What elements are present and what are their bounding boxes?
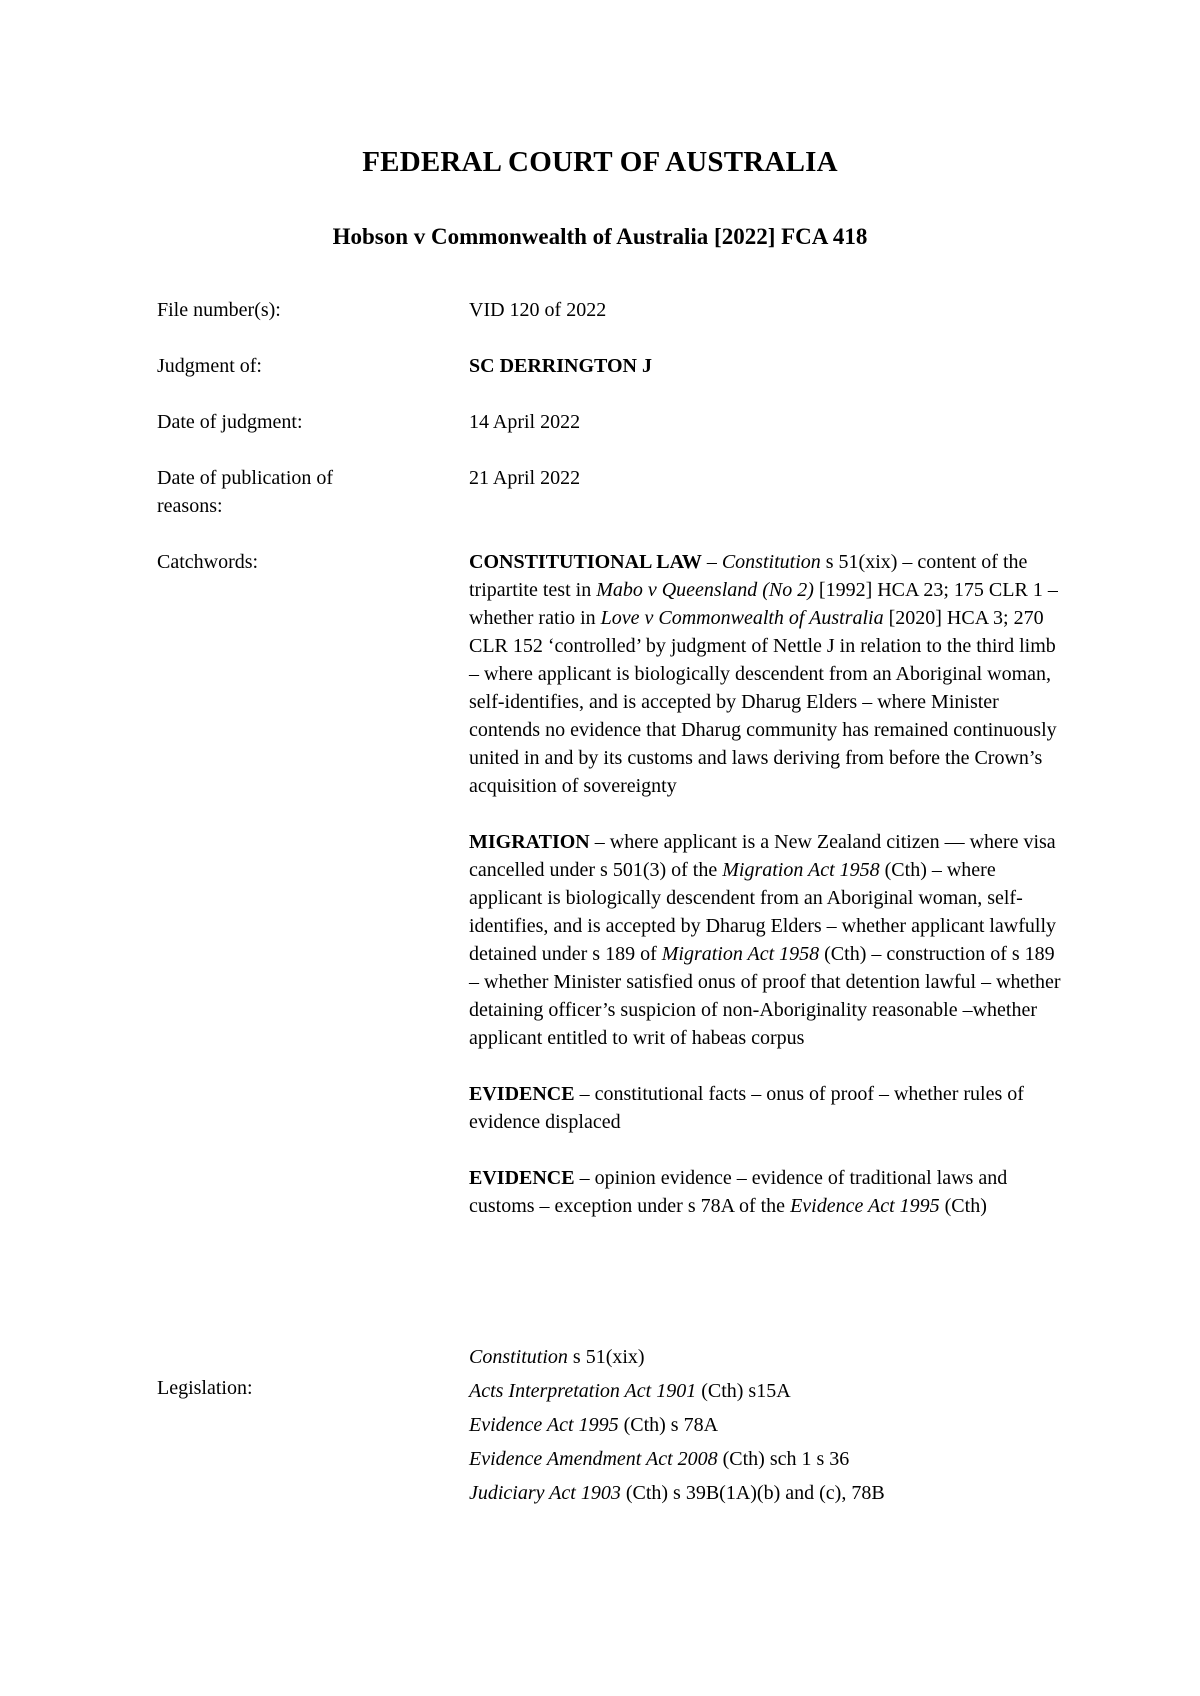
date-of-judgment-label: Date of judgment: (157, 411, 303, 433)
judgment-of-value: SC DERRINGTON J (469, 355, 652, 377)
file-number-label: File number(s): (157, 299, 281, 321)
legislation-label: Legislation: (157, 1377, 253, 1399)
case-title: Hobson v Commonwealth of Australia [2022] FCA 418 (332, 224, 868, 249)
catchword-constitutional-law: CONSTITUTIONAL LAW – Constitution s 51(xix) – content of the tripartite test in Mabo v Queensland (No 2) [1992] HCA 23; 175 CLR 1 – whether ratio in Love v Commonwealth of Australia [2020] HCA 3; 270 CLR 152 ‘controlled’ by judgment of Nettle J in relation to the third limb – where applicant is biologically descendent from an Aboriginal woman, self-identifies, and is accepted by Dharug Elders – where Minister contends no evidence that Dharug community has remained continuously united in and by its customs and laws deriving from before the Crown’s acquisition of sovereignty (469, 551, 1058, 797)
legislation-item: Acts Interpretation Act 1901 (Cth) s15A (469, 1380, 791, 1402)
date-of-publication-label: Date of publication of reasons: (157, 467, 334, 517)
catchword-evidence-2: EVIDENCE – opinion evidence – evidence of traditional laws and customs – exception under s 78A of the Evidence Act 1995 (Cth) (469, 1167, 1008, 1217)
court-name: FEDERAL COURT OF AUSTRALIA (362, 146, 838, 178)
date-of-judgment-value: 14 April 2022 (469, 411, 581, 433)
date-of-publication-value: 21 April 2022 (469, 467, 581, 489)
legislation-item: Constitution s 51(xix) (469, 1346, 645, 1368)
catchword-migration: MIGRATION – where applicant is a New Zealand citizen — where visa cancelled under s 501(3) of the Migration Act 1958 (Cth) – where applicant is biologically descendent from an Aboriginal woman, self-identifies, and is accepted by Dharug Elders – whether applicant lawfully detained under s 189 of Migration Act 1958 (Cth) – construction of s 189 – whether Minister satisfied onus of proof that detention lawful – whether detaining officer’s suspicion of non-Aboriginality reasonable –whether applicant entitled to writ of habeas corpus (469, 831, 1061, 1049)
legislation-list (469, 1340, 1069, 1510)
catchword-heading: CONSTITUTIONAL LAW (469, 551, 702, 573)
legislation-item: Judiciary Act 1903 (Cth) s 39B(1A)(b) and (c), 78B (469, 1482, 885, 1504)
judgment-of-label: Judgment of: (157, 355, 262, 377)
catchword-heading: EVIDENCE (469, 1083, 575, 1105)
file-number-value: VID 120 of 2022 (469, 299, 607, 321)
catchword-heading: MIGRATION (469, 831, 590, 853)
catchword-heading: EVIDENCE (469, 1167, 575, 1189)
legislation-item: Evidence Act 1995 (Cth) s 78A (469, 1414, 719, 1436)
catchword-evidence-1: EVIDENCE – constitutional facts – onus of proof – whether rules of evidence displaced (469, 1083, 1024, 1133)
legislation-item: Evidence Amendment Act 2008 (Cth) sch 1 s 36 (469, 1448, 850, 1470)
catchwords-block (469, 548, 1069, 1220)
catchwords-label: Catchwords: (157, 551, 259, 573)
